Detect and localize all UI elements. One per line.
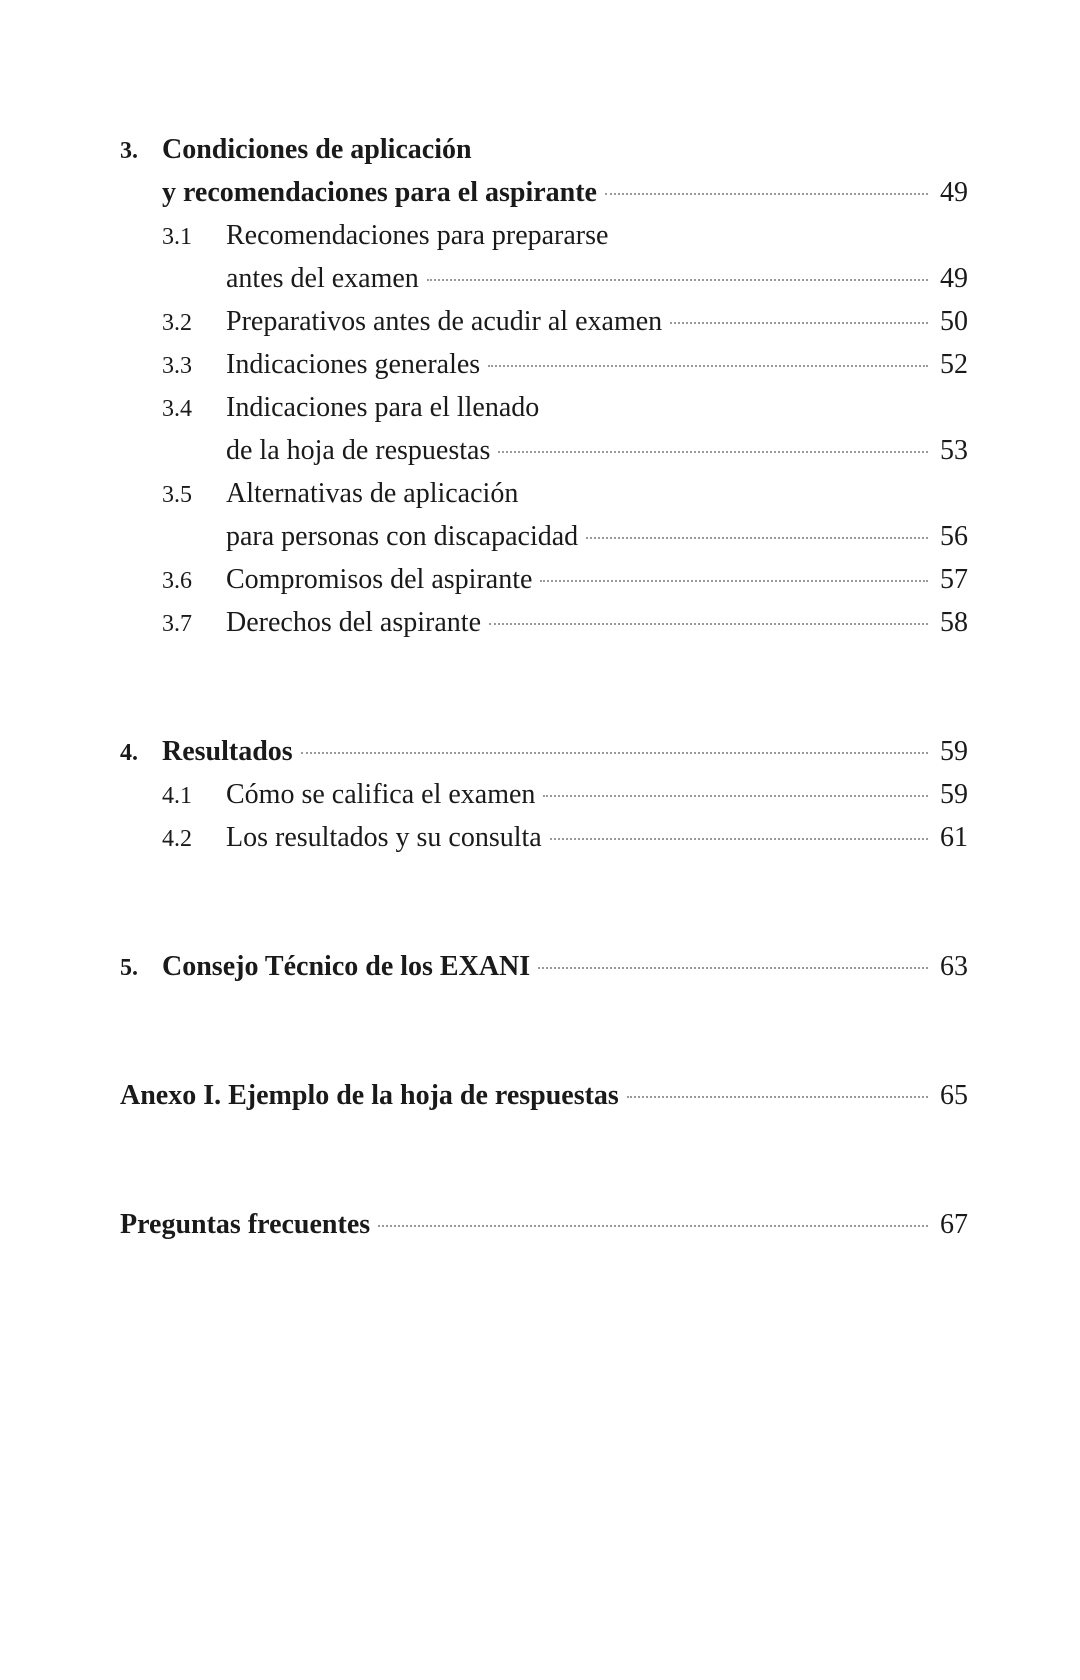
toc-entry-3-2[interactable] [120,300,968,343]
subsection-title-line2: para personas con discapacidad [226,521,579,552]
toc-entry-4-title[interactable] [120,730,968,773]
toc-entry-3-5-cont[interactable] [120,515,968,558]
toc-entry-annex[interactable] [120,1074,968,1117]
toc-entry-3-4-cont[interactable] [120,429,968,472]
page-number: 61 [940,822,968,853]
subsection-title-line1: Indicaciones para el llenado [226,392,540,423]
page-number: 49 [940,177,968,208]
section-title-line2: y recomendaciones para el aspirante [162,177,597,208]
section-title: Resultados [162,736,293,767]
subsection-title: Indicaciones generales [226,349,481,380]
section-number: 3. [120,138,138,164]
page-number: 56 [940,521,968,552]
dot-leader [488,365,928,367]
subsection-title: Preparativos antes de acudir al examen [226,306,663,337]
faq-title: Preguntas frecuentes [120,1209,371,1240]
dot-leader [627,1096,928,1098]
subsection-number: 3.4 [162,396,192,422]
dot-leader [301,752,928,754]
subsection-number: 3.2 [162,310,192,336]
subsection-number: 4.1 [162,783,192,809]
toc-entry-3-6[interactable] [120,558,968,601]
toc-entry-4-1[interactable] [120,773,968,816]
dot-leader [538,967,928,969]
toc-entry-3-7[interactable] [120,601,968,644]
dot-leader [427,279,928,281]
page-number: 57 [940,564,968,595]
toc-entry-faq[interactable] [120,1203,968,1246]
subsection-number: 4.2 [162,826,192,852]
subsection-title-line1: Recomendaciones para prepararse [226,220,609,251]
subsection-number: 3.3 [162,353,192,379]
subsection-number: 3.1 [162,224,192,250]
dot-leader [543,795,928,797]
toc-entry-3-1-cont[interactable] [120,257,968,300]
page-number: 53 [940,435,968,466]
subsection-title: Los resultados y su consulta [226,822,542,853]
section-title-line1: Condiciones de aplicación [162,134,472,165]
dot-leader [498,451,928,453]
dot-leader [605,193,928,195]
subsection-title: Compromisos del aspirante [226,564,533,595]
dot-leader [586,537,928,539]
dot-leader [378,1225,928,1227]
subsection-title-line2: antes del examen [226,263,419,294]
toc-section-annex [120,1074,968,1117]
subsection-title: Cómo se califica el examen [226,779,536,810]
section-number: 4. [120,740,138,766]
page-number: 49 [940,263,968,294]
toc-section-4 [120,730,968,859]
page-number: 67 [940,1209,968,1240]
page-number: 52 [940,349,968,380]
toc-entry-4-2[interactable] [120,816,968,859]
toc-entry-3-title[interactable] [120,128,968,171]
dot-leader [489,623,928,625]
toc-section-faq [120,1203,968,1246]
section-title: Consejo Técnico de los EXANI [162,951,531,982]
page-number: 63 [940,951,968,982]
subsection-number: 3.7 [162,611,192,637]
toc-entry-3-3[interactable] [120,343,968,386]
page-number: 50 [940,306,968,337]
subsection-number: 3.6 [162,568,192,594]
page-number: 65 [940,1080,968,1111]
subsection-number: 3.5 [162,482,192,508]
subsection-title-line1: Alternativas de aplicación [226,478,519,509]
toc-entry-5-title[interactable] [120,945,968,988]
toc-entry-3-1[interactable] [120,214,968,257]
toc-section-3 [120,128,968,644]
page-number: 58 [940,607,968,638]
page-number: 59 [940,736,968,767]
subsection-title: Derechos del aspirante [226,607,481,638]
toc-entry-3-title-cont[interactable] [120,171,968,214]
section-number: 5. [120,955,138,981]
subsection-title-line2: de la hoja de respuestas [226,435,491,466]
table-of-contents [120,128,968,1246]
dot-leader [670,322,928,324]
toc-section-5 [120,945,968,988]
dot-leader [540,580,928,582]
dot-leader [550,838,928,840]
toc-entry-3-4[interactable] [120,386,968,429]
annex-title: Anexo I. Ejemplo de la hoja de respuestas [120,1080,619,1111]
page-number: 59 [940,779,968,810]
toc-entry-3-5[interactable] [120,472,968,515]
